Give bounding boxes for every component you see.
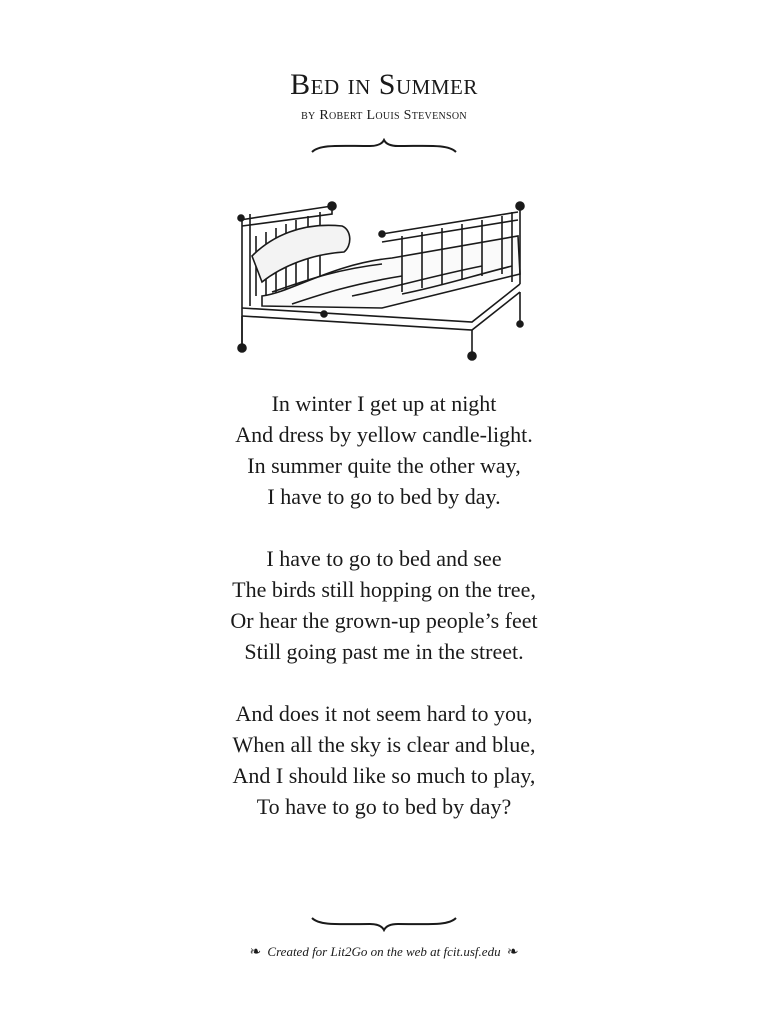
poem-line: The birds still hopping on the tree,: [232, 577, 536, 602]
poem-line: In winter I get up at night: [271, 391, 497, 416]
bed-illustration: [232, 196, 532, 362]
stanza: [0, 388, 768, 512]
ornament-right-icon: ❧: [506, 945, 519, 960]
poem-line: And does it not seem hard to you,: [235, 701, 533, 726]
footer-text: Created for Lit2Go on the web at fcit.usf.edu: [267, 944, 501, 959]
poem-byline: by Robert Louis Stevenson: [301, 108, 467, 123]
poem-line: I have to go to bed by day.: [267, 484, 501, 509]
poem-line: I have to go to bed and see: [266, 546, 502, 571]
poem-line: And dress by yellow candle-light.: [235, 422, 533, 447]
poem-line: When all the sky is clear and blue,: [232, 732, 536, 757]
stanza: [0, 698, 768, 822]
poem-line: Still going past me in the street.: [244, 639, 524, 664]
stanza: [0, 543, 768, 667]
poem-line: And I should like so much to play,: [232, 763, 536, 788]
footer-credit: [0, 944, 768, 961]
poem-body: [0, 388, 768, 853]
brace-divider-top: [310, 138, 458, 156]
poem-line: To have to go to bed by day?: [256, 794, 512, 819]
poem-line: Or hear the grown-up people’s feet: [230, 608, 538, 633]
poem-title: Bed in Summer: [290, 68, 478, 101]
poem-line: In summer quite the other way,: [247, 453, 521, 478]
brace-divider-bottom: [310, 914, 458, 932]
ornament-left-icon: ❧: [249, 945, 262, 960]
